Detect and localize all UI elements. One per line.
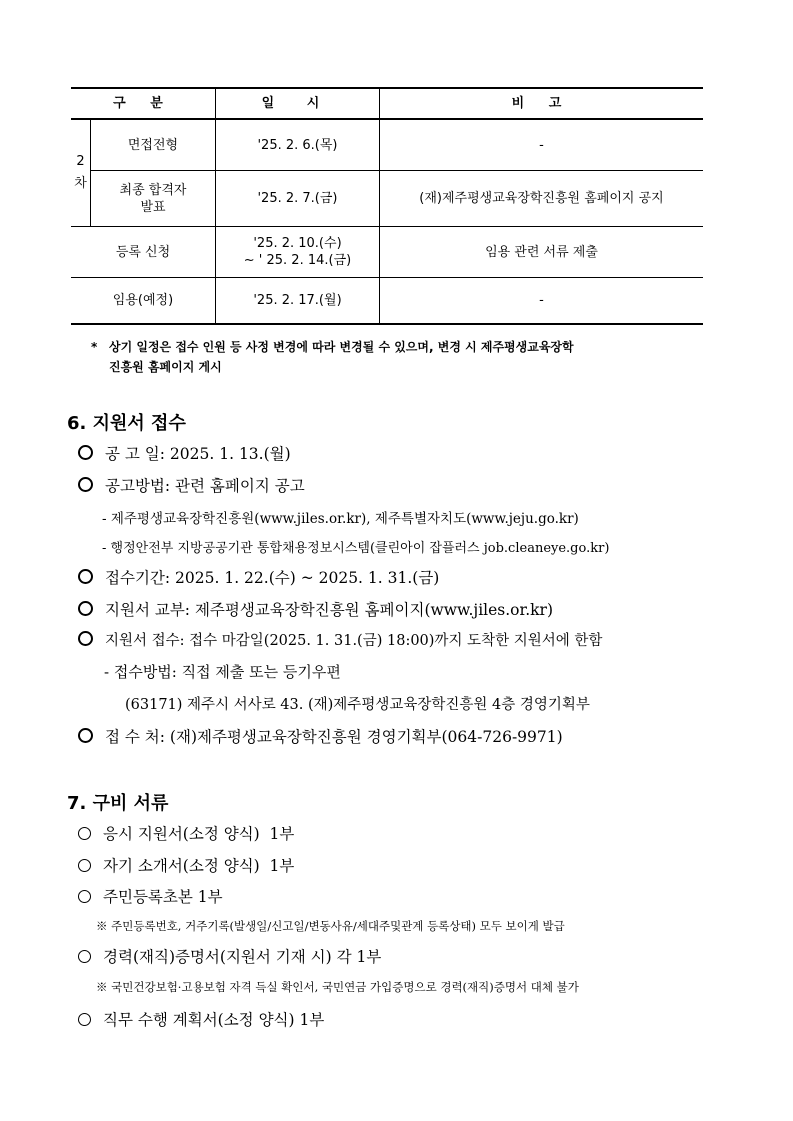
row-date: '25. 2. 17.(월) — [216, 278, 380, 325]
office-item — [78, 725, 563, 747]
section-7-title: 7. 구비 서류 — [67, 793, 169, 814]
submission-address: (63171) 제주시 서사로 43. (재)제주평생교육장학진흥원 4층 경영기획부 — [125, 697, 590, 713]
note-star: * — [91, 340, 98, 354]
circle-bullet-icon — [78, 445, 93, 460]
circle-bullet-icon — [78, 950, 91, 963]
announce-method-item — [78, 474, 305, 496]
row-remark: 임용 관련 서류 제출 — [380, 227, 704, 278]
doc-item-1 — [78, 822, 294, 844]
submission-text: 지원서 접수: 접수 마감일(2025. 1. 31.(금) 18:00)까지 도착한 지원서에 한함 — [105, 633, 603, 649]
circle-bullet-icon — [78, 827, 91, 840]
stage-label: 2 차 — [74, 154, 87, 191]
circle-bullet-icon — [78, 569, 93, 584]
row-remark: - — [380, 119, 704, 171]
doc-item-4 — [78, 945, 381, 967]
submission-method: - 접수방법: 직접 제출 또는 등기우편 — [104, 663, 341, 681]
announce-date-item — [78, 442, 291, 464]
circle-bullet-icon — [78, 859, 91, 872]
row-date: '25. 2. 6.(목) — [216, 119, 380, 171]
circle-bullet-icon — [78, 728, 93, 743]
note-line-2: 진흥원 홈페이지 게시 — [109, 360, 222, 374]
header-category: 구 분 — [71, 88, 216, 119]
table-header-row — [71, 88, 703, 119]
row-name: 임용(예정) — [71, 278, 216, 325]
table-row — [71, 171, 703, 227]
row-remark: (재)제주평생교육장학진흥원 홈페이지 공지 — [380, 171, 704, 227]
note-line-1: 상기 일정은 접수 인원 등 사정 변경에 따라 변경될 수 있으며, 변경 시 제주평생교육장학 — [109, 340, 574, 354]
row-name: 면접전형 — [91, 119, 216, 171]
announce-date-text: 공 고 일: 2025. 1. 13.(월) — [105, 445, 291, 463]
schedule-table — [71, 87, 703, 325]
section-6-title: 6. 지원서 접수 — [67, 413, 186, 434]
header-remark: 비 고 — [380, 88, 704, 119]
submission-item — [78, 629, 602, 650]
doc-item-5 — [78, 1008, 324, 1030]
header-date: 일 시 — [216, 88, 380, 119]
row-name: 등록 신청 — [71, 227, 216, 278]
period-item — [78, 566, 439, 588]
doc-3-text: 주민등록초본 1부 — [103, 888, 223, 906]
distribution-item — [78, 598, 553, 620]
doc-4-text: 경력(재직)증명서(지원서 기재 시) 각 1부 — [103, 948, 382, 966]
row-date: '25. 2. 10.(수) ~ ' 25. 2. 14.(금) — [216, 227, 380, 278]
announce-method-text: 공고방법: 관련 홈페이지 공고 — [105, 477, 305, 495]
circle-bullet-icon — [78, 631, 93, 646]
row-name: 최종 합격자 발표 — [91, 171, 216, 227]
doc-item-2 — [78, 854, 294, 876]
circle-bullet-icon — [78, 1013, 91, 1026]
circle-bullet-icon — [78, 890, 91, 903]
circle-bullet-icon — [78, 601, 93, 616]
row-date: '25. 2. 7.(금) — [216, 171, 380, 227]
row-remark: - — [380, 278, 704, 325]
schedule-note — [91, 337, 715, 377]
table-row — [71, 278, 703, 325]
distribution-text: 지원서 교부: 제주평생교육장학진흥원 홈페이지(www.jiles.or.kr) — [105, 601, 553, 619]
announce-sub-2: - 행정안전부 지방공공기관 통합채용정보시스템(클린아이 잡플러스 job.cleaneye.go.kr) — [102, 541, 610, 556]
doc-item-3 — [78, 885, 223, 907]
doc-5-text: 직무 수행 계획서(소정 양식) 1부 — [103, 1011, 325, 1029]
table-row — [71, 119, 703, 171]
table-row — [71, 227, 703, 278]
period-text: 접수기간: 2025. 1. 22.(수) ~ 2025. 1. 31.(금) — [105, 569, 440, 587]
doc-1-text: 응시 지원서(소정 양식) 1부 — [103, 825, 295, 843]
circle-bullet-icon — [78, 477, 93, 492]
doc-3-note: ※ 주민등록번호, 거주기록(발생일/신고일/변동사유/세대주및관계 등록상태) 모두 보이게 발급 — [96, 919, 565, 933]
doc-4-note: ※ 국민건강보험·고용보험 자격 득실 확인서, 국민연금 가입증명으로 경력(재직)증명서 대체 불가 — [96, 980, 579, 994]
announce-sub-1: - 제주평생교육장학진흥원(www.jiles.or.kr), 제주특별자치도(www.jeju.go.kr) — [102, 511, 579, 527]
doc-2-text: 자기 소개서(소정 양식) 1부 — [103, 857, 295, 875]
office-text: 접 수 처: (재)제주평생교육장학진흥원 경영기획부(064-726-9971) — [105, 728, 563, 746]
stage-cell — [71, 119, 91, 227]
